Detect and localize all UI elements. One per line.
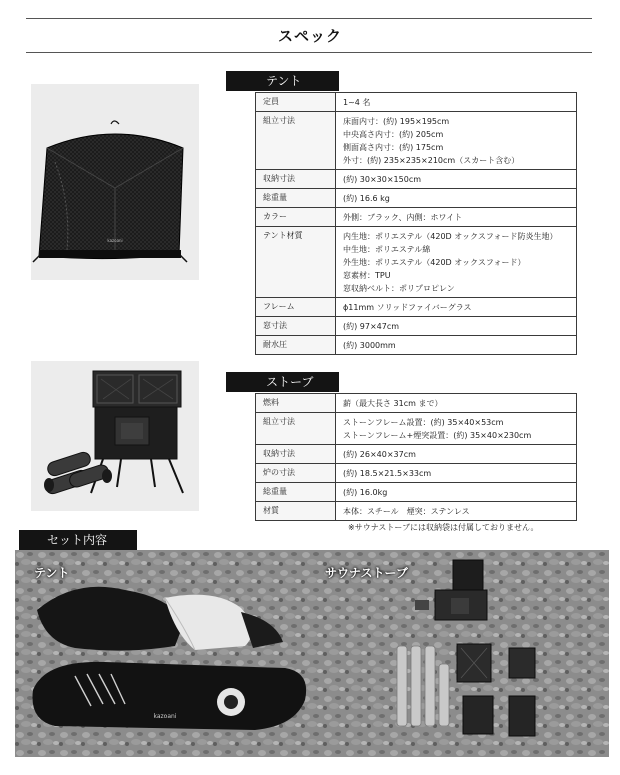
spec-value <box>336 502 577 521</box>
tent-spec-table <box>255 92 577 355</box>
spec-value <box>336 464 577 483</box>
spec-value-line: 窓素材：TPU <box>343 270 391 280</box>
spec-value <box>336 483 577 502</box>
spec-row <box>256 394 577 413</box>
spec-value <box>336 413 577 445</box>
tent-photo <box>31 84 199 280</box>
tent-illustration <box>31 84 199 280</box>
spec-key: 耐水圧 <box>256 336 336 355</box>
spec-key: 組立寸法 <box>256 413 336 445</box>
spec-key: 窓寸法 <box>256 317 336 336</box>
spec-value-line: 1~4 名 <box>343 97 371 107</box>
spec-key: 総重量 <box>256 189 336 208</box>
spec-value <box>336 93 577 112</box>
spec-key: 総重量 <box>256 483 336 502</box>
spec-value-line: (約) 16.6 kg <box>343 193 390 203</box>
spec-value-line: 側面高さ内寸：(約) 175cm <box>343 142 444 152</box>
spec-key: フレーム <box>256 298 336 317</box>
spec-value-line: 床面内寸：(約) 195×195cm <box>343 116 450 126</box>
spec-value-line: 外側：ブラック、内側：ホワイト <box>343 212 463 222</box>
spec-key: 定員 <box>256 93 336 112</box>
spec-row <box>256 208 577 227</box>
set-contents-illustration <box>15 550 609 757</box>
spec-value-line: (約) 3000mm <box>343 340 396 350</box>
spec-value <box>336 208 577 227</box>
spec-value-line: ストーンフレーム設置：(約) 35×40×53cm <box>343 417 504 427</box>
spec-key: 燃料 <box>256 394 336 413</box>
spec-value <box>336 170 577 189</box>
spec-row <box>256 189 577 208</box>
spec-key: 組立寸法 <box>256 112 336 170</box>
spec-value <box>336 445 577 464</box>
spec-row <box>256 170 577 189</box>
spec-row <box>256 298 577 317</box>
spec-value-line: 外生地：ポリエステル（420D オックスフォード） <box>343 257 526 267</box>
spec-row <box>256 502 577 521</box>
spec-value-line: 本体：スチール 煙突：ステンレス <box>343 506 470 516</box>
spec-value <box>336 227 577 298</box>
set-tent-label: テント <box>34 566 70 580</box>
tent-section-label: テント <box>226 71 339 91</box>
spec-key: 炉の寸法 <box>256 464 336 483</box>
top-rule <box>26 18 592 19</box>
tent-brand-mark: kazoani <box>107 238 123 243</box>
spec-row <box>256 483 577 502</box>
spec-key: 収納寸法 <box>256 170 336 189</box>
spec-key: 収納寸法 <box>256 445 336 464</box>
spec-value <box>336 189 577 208</box>
spec-value <box>336 336 577 355</box>
spec-row <box>256 464 577 483</box>
spec-key: テント材質 <box>256 227 336 298</box>
spec-row <box>256 93 577 112</box>
spec-row <box>256 413 577 445</box>
set-contents-photo <box>15 550 609 757</box>
stove-illustration <box>31 361 199 511</box>
spec-row <box>256 112 577 170</box>
stove-spec-table <box>255 393 577 521</box>
spec-row <box>256 336 577 355</box>
spec-value-line: ϕ11mm ソリッドファイバーグラス <box>343 302 472 312</box>
set-stove-label: サウナストーブ <box>325 566 408 580</box>
bag-brand-mark: kazoani <box>153 713 177 720</box>
spec-key: カラー <box>256 208 336 227</box>
spec-value-line: 外寸：(約) 235×235×210cm（スカート含む） <box>343 155 520 165</box>
stove-note: ※サウナストーブには収納袋は付属しておりません。 <box>348 523 539 532</box>
spec-key: 材質 <box>256 502 336 521</box>
spec-value-line: (約) 97×47cm <box>343 321 400 331</box>
spec-value-line: (約) 26×40×37cm <box>343 449 416 459</box>
set-section-label: セット内容 <box>19 530 137 550</box>
spec-row <box>256 227 577 298</box>
spec-value <box>336 394 577 413</box>
spec-value-line: 中生地：ポリエステル綿 <box>343 244 431 254</box>
spec-value <box>336 317 577 336</box>
spec-value-line: (約) 18.5×21.5×33cm <box>343 468 432 478</box>
spec-value <box>336 112 577 170</box>
spec-row <box>256 317 577 336</box>
page-title: スペック <box>277 27 342 45</box>
spec-value <box>336 298 577 317</box>
spec-value-line: ストーンフレーム+煙突設置：(約) 35×40×230cm <box>343 430 532 440</box>
spec-value-line: 薪（最大長さ 31cm まで） <box>343 398 443 408</box>
stove-section-label: ストーブ <box>226 372 339 392</box>
spec-value-line: 中央高さ内寸：(約) 205cm <box>343 129 444 139</box>
title-underline <box>26 52 592 53</box>
spec-value-line: (約) 30×30×150cm <box>343 174 422 184</box>
stove-photo <box>31 361 199 511</box>
spec-value-line: 窓収納ベルト：ポリプロピレン <box>343 283 455 293</box>
spec-value-line: (約) 16.0kg <box>343 487 388 497</box>
spec-value-line: 内生地：ポリエステル（420D オックスフォード防炎生地） <box>343 231 558 241</box>
spec-row <box>256 445 577 464</box>
